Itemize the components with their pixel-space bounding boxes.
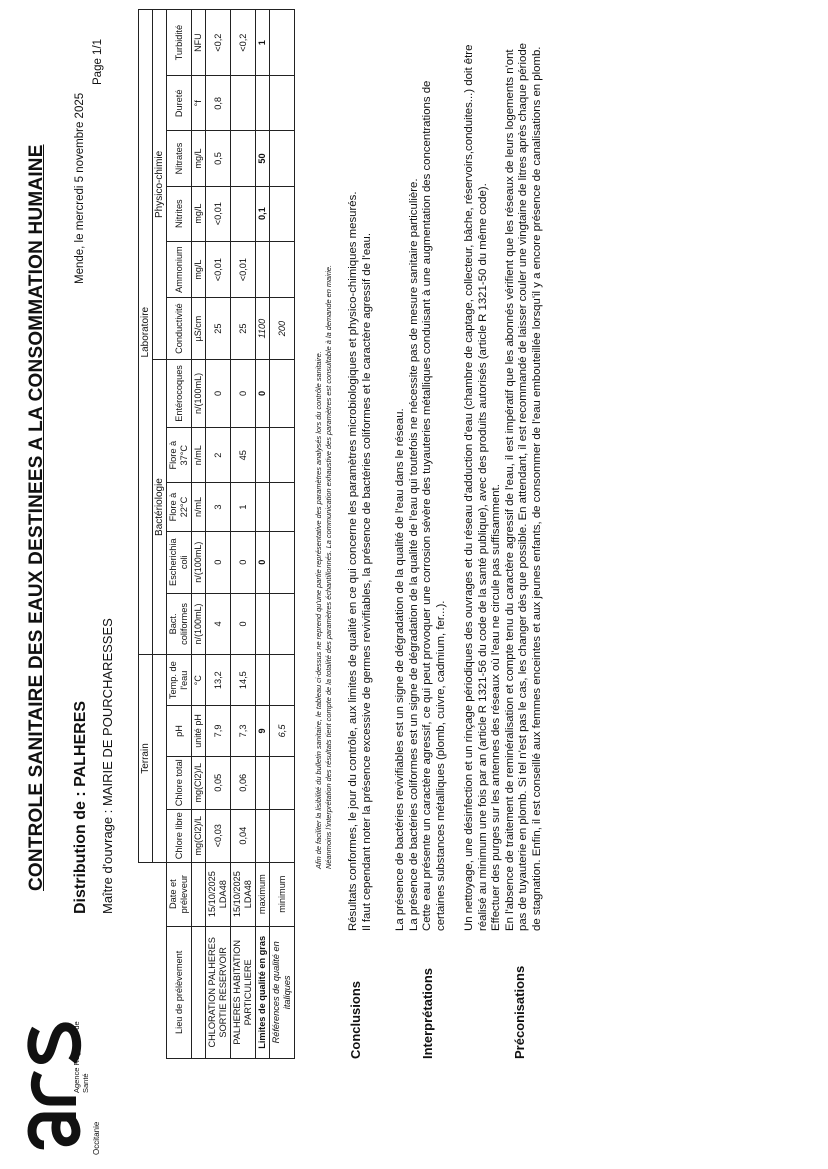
interpretations-text [394, 16, 448, 931]
col-turbidite: Turbidité [167, 10, 192, 76]
limit-min-conduc: 200 [270, 298, 295, 359]
cell-lieu: PALHERES HABITATION PARTICULIERE [231, 926, 256, 1058]
col-flore22: Flore à 22°C [167, 483, 192, 532]
col-temp: Temp. de l'eau [167, 655, 192, 706]
cell-turbidite: <0,2 [231, 10, 256, 76]
preconisation-line: En l'absence de traitement de reminéralisation et compte tenu du caractère agressif de l'eau, il est impératif que les abonnés vérifient que les réseaux de leurs logements n'ont [503, 49, 516, 931]
column-header-row [167, 10, 192, 1059]
group-header-row [139, 10, 153, 1059]
page-title: CONTROLE SANITAIRE DES EAUX DESTINEES A LA CONSOMMATION HUMAINE [26, 144, 47, 891]
cell-ecoli: 0 [206, 531, 231, 593]
cell-entero: 0 [206, 359, 231, 427]
refs-label: Références de qualité en italiques [270, 926, 295, 1058]
unit-turbidite: NFU [192, 10, 206, 76]
cell-nitrates: 0,5 [206, 131, 231, 186]
col-ammonium: Ammonium [167, 241, 192, 298]
cell-flore37: 45 [231, 428, 256, 483]
unit-bact-coli: n/(100mL) [192, 593, 206, 655]
col-bact-coli: Bact. coliformes [167, 593, 192, 655]
unit-ecoli: n/(100mL) [192, 531, 206, 593]
unit-chlore-libre: mg(Cl2)/L [192, 809, 206, 862]
unit-ph: unité pH [192, 706, 206, 757]
limit-max-ph: 9 [256, 706, 270, 757]
cell-chlore-total: 0,06 [231, 756, 256, 809]
report-date: Mende, le mercredi 5 novembre 2025 [74, 92, 86, 284]
interpretation-line: Cette eau présente un caractère agressif, ce qui peut provoquer une corrosion sévère des tuyauteries métalliques conduisant à une augmentation des concentrations de [421, 80, 434, 931]
cell-ph: 7,3 [231, 706, 256, 757]
col-flore37: Flore à 37°C [167, 428, 192, 483]
subgroup-header-row [153, 10, 167, 1059]
unit-durete: °f [192, 76, 206, 131]
unit-temp: °C [192, 655, 206, 706]
unit-conduc: µS/cm [192, 298, 206, 359]
cell-nitrites: <0,01 [206, 186, 231, 241]
cell-conduc: 25 [206, 298, 231, 359]
results-table [138, 9, 295, 1059]
preconisation-line: pas de tuyauterie en plomb. Si tel n'est pas le cas, les changer dès que possible. En attendant, il est recommandé de laisser couler une vingtaine de litres après chaque période [517, 42, 530, 931]
cell-flore22: 3 [206, 483, 231, 532]
footnote-1: Afin de faciliter la lisibilité du bulletin sanitaire, le tableau ci-dessus ne reprend qu'une partie représentative des paramètres analysés lors du contrôle sanitaire. [314, 351, 323, 869]
group-bacteriologie: Bactériologie [153, 359, 167, 655]
preconisation-line: Un nettoyage, une désinfection et un rinçage périodiques des ouvrages et du réseau d'adduction d'eau (chambre de captage, collecteur, bâche, réservoirs,conduites...) doit être [463, 44, 475, 931]
limit-max-nitrates: 50 [256, 131, 270, 186]
logo-agency-name: Agence Régionale de Santé [72, 1021, 90, 1093]
minimum-label: minimum [270, 862, 295, 926]
limit-min-ph: 6,5 [270, 706, 295, 757]
cell-temp: 13,2 [206, 655, 231, 706]
unit-nitrites: mg/L [192, 186, 206, 241]
limits-min-row [270, 10, 295, 1059]
limits-max-row [256, 10, 270, 1059]
maximum-label: maximum [256, 862, 270, 926]
conclusion-line: Résultats conformes, le jour du contrôle, aux limites de qualité en ce qui concerne les paramètres microbiologiques et physico-chimiques mesurés. [347, 191, 359, 931]
interpretations-label: Interprétations [420, 967, 435, 1059]
col-durete: Dureté [167, 76, 192, 131]
cell-chlore-libre: <0,03 [206, 809, 231, 862]
col-entero: Entérocoques [167, 359, 192, 427]
col-conduc: Conductivité [167, 298, 192, 359]
table-row [231, 10, 256, 1059]
interpretation-line: La présence de bactéries coliformes est un signe de dégradation de la qualité de l'eau qui toutefois ne nécessite pas de mesure sanitaire particulière. [407, 178, 420, 931]
cell-chlore-libre: 0,04 [231, 809, 256, 862]
col-nitrites: Nitrites [167, 186, 192, 241]
group-laboratoire: Laboratoire [139, 10, 153, 655]
col-ph: pH [167, 706, 192, 757]
limit-max-turbidite: 1 [256, 10, 270, 76]
cell-entero: 0 [231, 359, 256, 427]
col-lieu: Lieu de prélèvement [167, 926, 192, 1058]
limit-max-entero: 0 [256, 359, 270, 427]
col-chlore-libre: Chlore libre [167, 809, 192, 862]
maitre-ouvrage: Maître d'ouvrage : MAIRIE DE POURCHARESSES [100, 618, 115, 914]
preconisation-line: réalisé au minimum une fois par an (article R 1321-56 du code de la santé publique), avec des produits autorisés (article R 1321-50 du même code). [476, 183, 489, 931]
col-date: Date et préleveur [167, 862, 192, 926]
cell-nitrites [231, 186, 256, 241]
footnote-2: Néanmoins l'interprétation des résultats tient compte de la totalité des paramètres échantillonnés. La communication exhaustive des paramètres est consultable à la demande en mairie. [324, 264, 333, 869]
group-physico-chimie: Physico-chimie [153, 10, 167, 360]
table-row [206, 10, 231, 1059]
distribution-title: Distribution de : PALHERES [72, 700, 89, 914]
unit-flore37: n/mL [192, 428, 206, 483]
col-chlore-total: Chlore total [167, 756, 192, 809]
preconisations-text [463, 16, 545, 931]
preconisation-line: de stagnation. Enfin, il est conseillé aux femmes enceintes et aux jeunes enfants, de consommer de l'eau embouteillée lorsqu'il y a encore présence de canalisations en plomb. [530, 46, 543, 931]
cell-ecoli: 0 [231, 531, 256, 593]
group-terrain: Terrain [139, 655, 153, 862]
col-ecoli: Escherichia coli [167, 531, 192, 593]
unit-entero: n/(100mL) [192, 359, 206, 427]
conclusions-text [347, 16, 374, 931]
preconisations-label: Préconisations [512, 965, 527, 1059]
ars-logo [14, 1005, 104, 1155]
unit-chlore-total: mg(Cl2)/L [192, 756, 206, 809]
cell-flore22: 1 [231, 483, 256, 532]
limit-max-ecoli: 0 [256, 531, 270, 593]
cell-chlore-total: 0,05 [206, 756, 231, 809]
interpretation-line: certaines substances métalliques (plomb, cuivre, cadmium, fer...). [434, 600, 447, 931]
unit-ammonium: mg/L [192, 241, 206, 298]
units-row [192, 10, 206, 1059]
limit-max-nitrites: 0,1 [256, 186, 270, 241]
interpretation-line: La présence de bactéries revivifiables est un signe de dégradation de la qualité de l'eau dans le réseau. [394, 408, 406, 931]
cell-lieu: CHLORATION PALHERES SORTIE RESERVOIR [206, 926, 231, 1058]
unit-nitrates: mg/L [192, 131, 206, 186]
cell-ammonium: <0,01 [231, 241, 256, 298]
cell-bact-coli: 0 [231, 593, 256, 655]
cell-durete: 0,8 [206, 76, 231, 131]
unit-flore22: n/mL [192, 483, 206, 532]
conclusion-line: Il faut cependant noter la présence excessive de germes revivifiables, la présence de bactéries coliformes et le caractère agressif de l'eau. [360, 232, 373, 931]
col-nitrates: Nitrates [167, 131, 192, 186]
page-number: Page 1/1 [92, 38, 104, 85]
conclusions-label: Conclusions [348, 980, 363, 1059]
cell-ammonium: <0,01 [206, 241, 231, 298]
preconisation-line: Effectuer des purges sur les antennes des réseaux où l'eau ne circule pas suffisamment. [490, 484, 503, 931]
cell-nitrates [231, 131, 256, 186]
limits-label: Limites de qualité en gras [256, 926, 270, 1058]
cell-date: 15/10/2025 LDA48 [231, 862, 256, 926]
logo-region: Occitanie [92, 1121, 101, 1155]
cell-durete [231, 76, 256, 131]
limit-max-conduc: 1100 [256, 298, 270, 359]
cell-temp: 14,5 [231, 655, 256, 706]
cell-bact-coli: 4 [206, 593, 231, 655]
cell-turbidite: <0,2 [206, 10, 231, 76]
cell-flore37: 2 [206, 428, 231, 483]
cell-conduc: 25 [231, 298, 256, 359]
cell-ph: 7,9 [206, 706, 231, 757]
cell-date: 15/10/2025 LDA48 [206, 862, 231, 926]
